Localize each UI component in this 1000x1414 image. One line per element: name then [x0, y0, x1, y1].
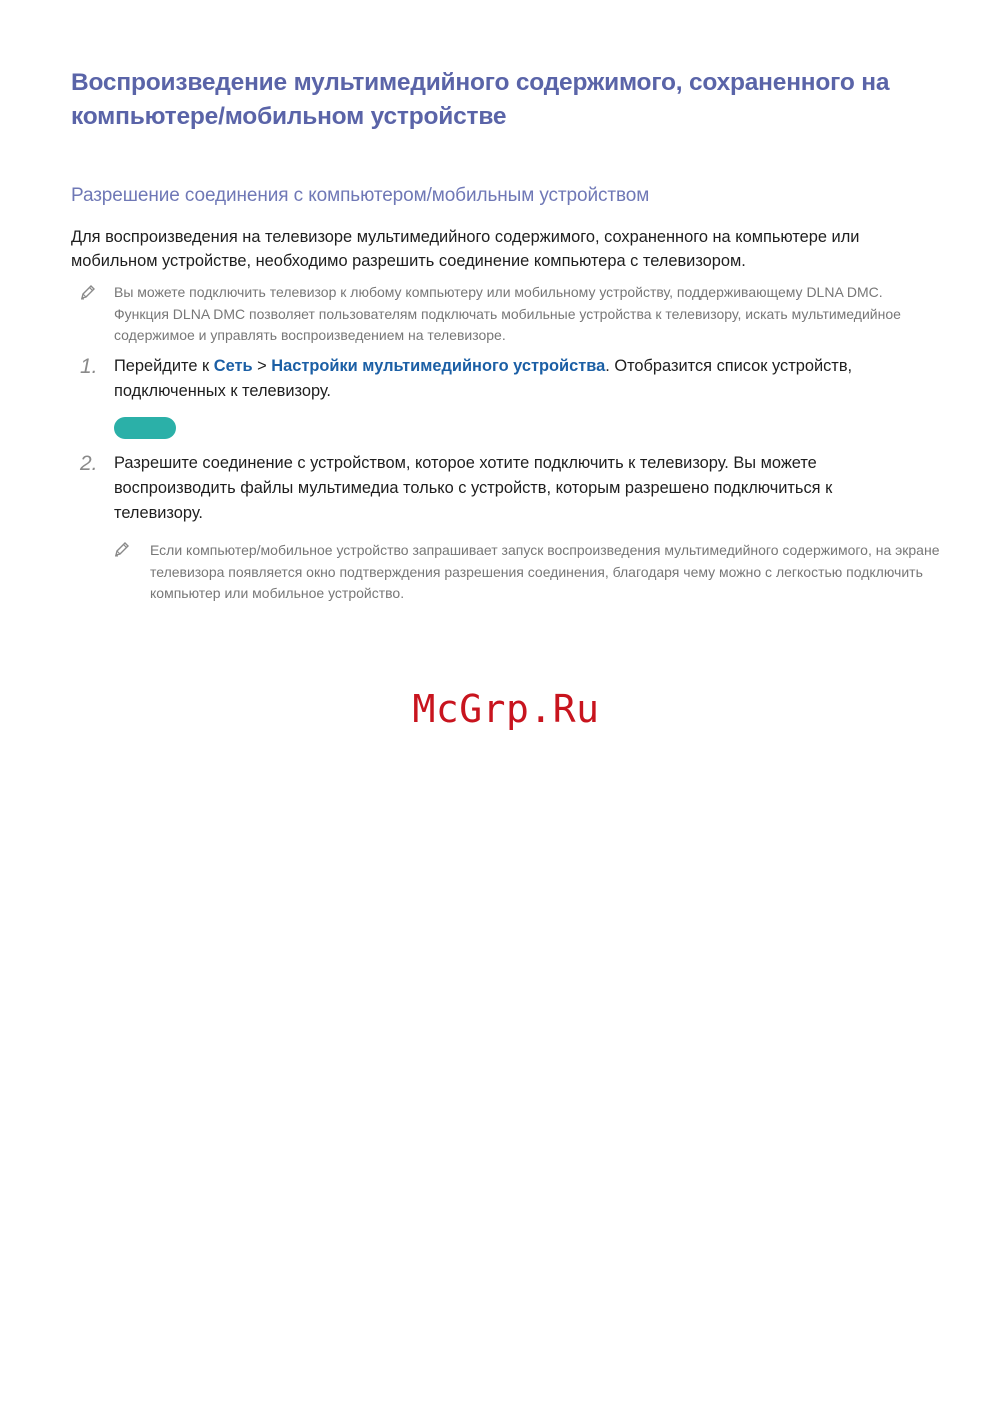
step-2-text: Разрешите соединение с устройством, которое хотите подключить к телевизору. Вы можете воспроизводить файлы мультимедиа только с устройств, которым разрешено подключиться к телевизору.: [114, 454, 833, 522]
try-button[interactable]: [114, 417, 176, 439]
step-1-prefix: Перейдите к: [114, 357, 214, 375]
note-dlna: Вы можете подключить телевизор к любому компьютеру или мобильному устройству, поддерживающему DLNA DMC. Функция DLNA DMC позволяет пользователям подключать мобильные устройства к телевизору, искать мультимедийное содержимое и управлять воспроизведением на телевизоре.: [114, 284, 901, 343]
step-number-1: 1.: [80, 355, 98, 378]
path-separator: >: [252, 357, 272, 375]
section-title: Разрешение соединения с компьютером/мобильным устройством: [71, 185, 650, 206]
pencil-icon: [112, 539, 132, 559]
note-connection-confirmation: Если компьютер/мобильное устройство запрашивает запуск воспроизведения мультимедийного содержимого, на экране телевизора появляется окно подтверждения разрешения соединения, благодаря чему можно с легкостью подключить компьютер или мобильное устройство.: [150, 542, 940, 601]
page-title: Воспроизведение мультимедийного содержимого, сохраненного на компьютере/мобильном устройстве: [71, 69, 890, 130]
media-device-settings-link[interactable]: Настройки мультимедийного устройства: [271, 357, 606, 375]
watermark: McGrp.Ru: [412, 687, 600, 731]
step-1-suffix: . Отобразится список устройств, подключенных к телевизору.: [114, 357, 853, 400]
network-menu-link[interactable]: Сеть: [213, 357, 253, 375]
step-number-2: 2.: [80, 452, 98, 475]
pencil-icon: [78, 282, 98, 302]
intro-paragraph: Для воспроизведения на телевизоре мультимедийного содержимого, сохраненного на компьютере или мобильном устройстве, необходимо разрешить соединение компьютера с телевизором.: [71, 228, 860, 270]
step-1-text: [114, 354, 914, 404]
